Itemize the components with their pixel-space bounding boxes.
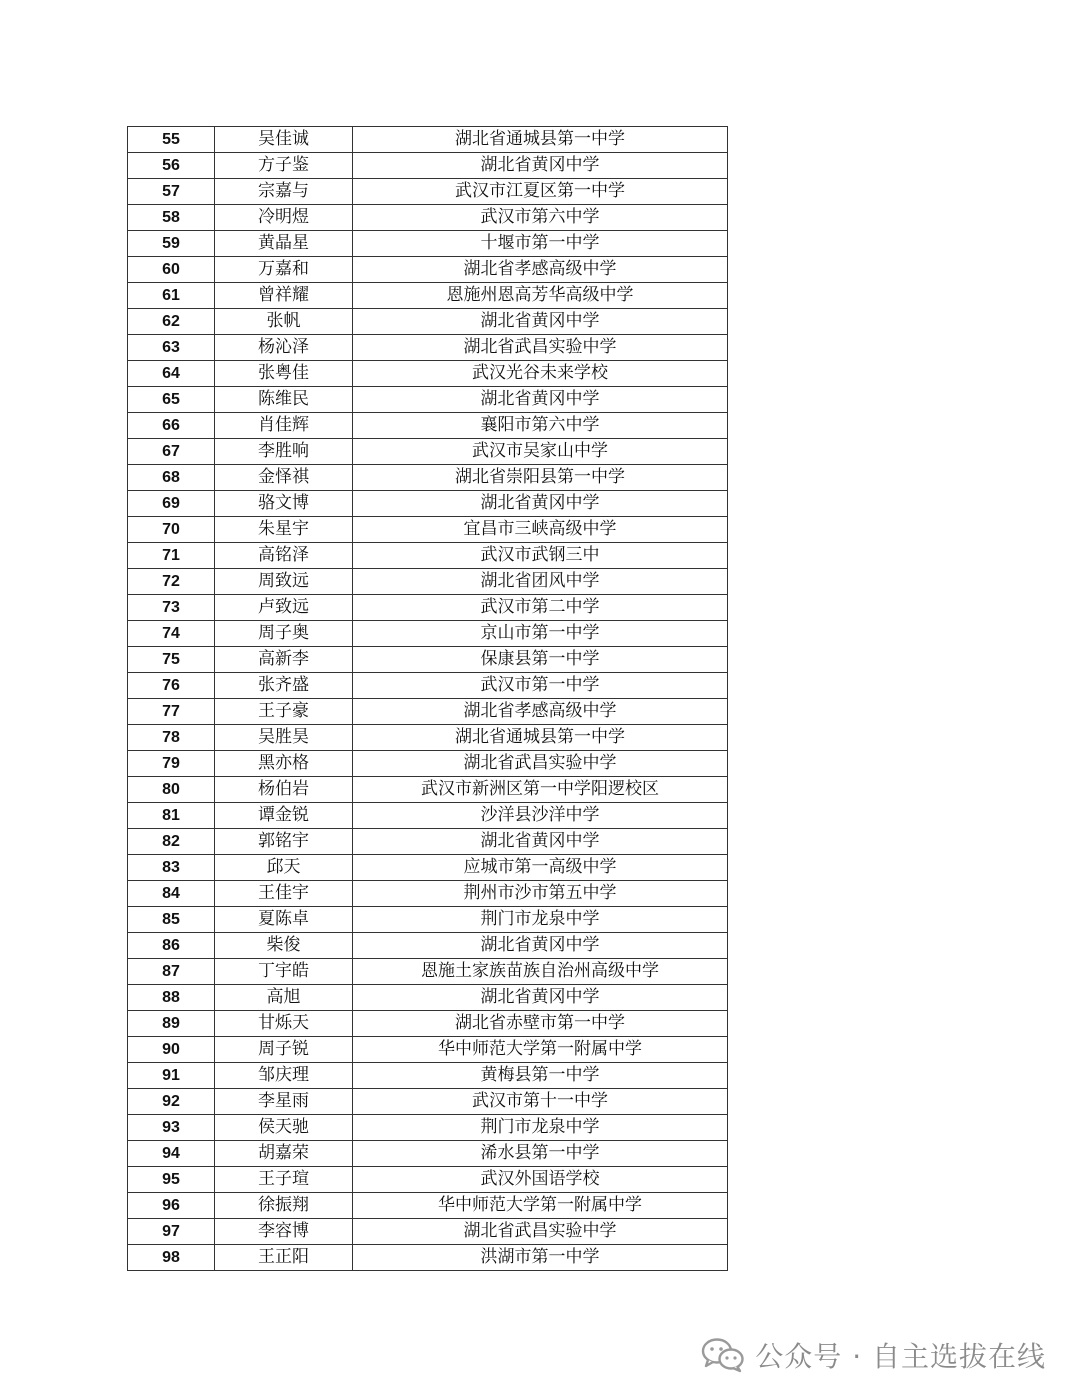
row-number-cell: 61: [128, 283, 215, 309]
student-name-cell: 邱天: [215, 855, 353, 881]
school-name-cell: 十堰市第一中学: [353, 231, 728, 257]
row-number-cell: 80: [128, 777, 215, 803]
student-name-cell: 杨伯岩: [215, 777, 353, 803]
school-name-cell: 武汉光谷未来学校: [353, 361, 728, 387]
student-name-cell: 冷明煜: [215, 205, 353, 231]
row-number-cell: 64: [128, 361, 215, 387]
student-name-cell: 王佳宇: [215, 881, 353, 907]
table-row: [128, 595, 728, 621]
table-row: [128, 179, 728, 205]
row-number-cell: 69: [128, 491, 215, 517]
row-number-cell: 88: [128, 985, 215, 1011]
table-row: [128, 491, 728, 517]
school-name-cell: 湖北省武昌实验中学: [353, 1219, 728, 1245]
table-row: [128, 309, 728, 335]
school-name-cell: 武汉市第六中学: [353, 205, 728, 231]
student-name-cell: 高铭泽: [215, 543, 353, 569]
student-name-cell: 郭铭宇: [215, 829, 353, 855]
school-name-cell: 湖北省团风中学: [353, 569, 728, 595]
student-name-cell: 王正阳: [215, 1245, 353, 1271]
table-body: [128, 127, 728, 1271]
row-number-cell: 59: [128, 231, 215, 257]
school-name-cell: 荆门市龙泉中学: [353, 1115, 728, 1141]
student-name-cell: 侯天驰: [215, 1115, 353, 1141]
table-row: [128, 855, 728, 881]
row-number-cell: 55: [128, 127, 215, 153]
row-number-cell: 66: [128, 413, 215, 439]
table-row: [128, 803, 728, 829]
table-row: [128, 153, 728, 179]
school-name-cell: 京山市第一中学: [353, 621, 728, 647]
table-row: [128, 1011, 728, 1037]
student-name-cell: 徐振翔: [215, 1193, 353, 1219]
row-number-cell: 71: [128, 543, 215, 569]
row-number-cell: 95: [128, 1167, 215, 1193]
student-name-cell: 方子鉴: [215, 153, 353, 179]
student-name-cell: 张齐盛: [215, 673, 353, 699]
school-name-cell: 武汉市江夏区第一中学: [353, 179, 728, 205]
table-row: [128, 413, 728, 439]
school-name-cell: 恩施土家族苗族自治州高级中学: [353, 959, 728, 985]
student-name-cell: 万嘉和: [215, 257, 353, 283]
row-number-cell: 68: [128, 465, 215, 491]
school-name-cell: 武汉市武钢三中: [353, 543, 728, 569]
school-name-cell: 湖北省黄冈中学: [353, 933, 728, 959]
student-name-cell: 谭金锐: [215, 803, 353, 829]
row-number-cell: 90: [128, 1037, 215, 1063]
table-row: [128, 257, 728, 283]
student-name-cell: 吴佳诚: [215, 127, 353, 153]
student-name-cell: 曾祥耀: [215, 283, 353, 309]
table-row: [128, 517, 728, 543]
table-row: [128, 569, 728, 595]
school-name-cell: 湖北省黄冈中学: [353, 153, 728, 179]
row-number-cell: 56: [128, 153, 215, 179]
student-name-cell: 周子锐: [215, 1037, 353, 1063]
student-name-cell: 李胜响: [215, 439, 353, 465]
school-name-cell: 武汉市新洲区第一中学阳逻校区: [353, 777, 728, 803]
row-number-cell: 82: [128, 829, 215, 855]
student-name-cell: 胡嘉荣: [215, 1141, 353, 1167]
row-number-cell: 58: [128, 205, 215, 231]
table-row: [128, 1193, 728, 1219]
student-name-cell: 周子奥: [215, 621, 353, 647]
school-name-cell: 华中师范大学第一附属中学: [353, 1193, 728, 1219]
school-name-cell: 沙洋县沙洋中学: [353, 803, 728, 829]
table-row: [128, 335, 728, 361]
student-name-cell: 金怿祺: [215, 465, 353, 491]
table-row: [128, 1219, 728, 1245]
student-name-cell: 黑亦格: [215, 751, 353, 777]
table-row: [128, 621, 728, 647]
school-name-cell: 襄阳市第六中学: [353, 413, 728, 439]
row-number-cell: 63: [128, 335, 215, 361]
student-name-cell: 张粤佳: [215, 361, 353, 387]
row-number-cell: 84: [128, 881, 215, 907]
table-row: [128, 439, 728, 465]
table-row: [128, 231, 728, 257]
row-number-cell: 83: [128, 855, 215, 881]
school-name-cell: 浠水县第一中学: [353, 1141, 728, 1167]
student-name-cell: 吴胜昊: [215, 725, 353, 751]
school-name-cell: 黄梅县第一中学: [353, 1063, 728, 1089]
watermark: [701, 1336, 1046, 1374]
table-row: [128, 283, 728, 309]
school-name-cell: 湖北省通城县第一中学: [353, 127, 728, 153]
row-number-cell: 98: [128, 1245, 215, 1271]
student-name-cell: 高新李: [215, 647, 353, 673]
school-name-cell: 宜昌市三峡高级中学: [353, 517, 728, 543]
row-number-cell: 96: [128, 1193, 215, 1219]
school-name-cell: 湖北省崇阳县第一中学: [353, 465, 728, 491]
school-name-cell: 荆门市龙泉中学: [353, 907, 728, 933]
row-number-cell: 85: [128, 907, 215, 933]
school-name-cell: 应城市第一高级中学: [353, 855, 728, 881]
row-number-cell: 93: [128, 1115, 215, 1141]
row-number-cell: 86: [128, 933, 215, 959]
table-row: [128, 699, 728, 725]
school-name-cell: 洪湖市第一中学: [353, 1245, 728, 1271]
table-row: [128, 1089, 728, 1115]
student-name-cell: 高旭: [215, 985, 353, 1011]
table-row: [128, 361, 728, 387]
table-row: [128, 465, 728, 491]
table-row: [128, 829, 728, 855]
row-number-cell: 91: [128, 1063, 215, 1089]
school-name-cell: 湖北省孝感高级中学: [353, 257, 728, 283]
row-number-cell: 87: [128, 959, 215, 985]
school-name-cell: 华中师范大学第一附属中学: [353, 1037, 728, 1063]
student-name-cell: 宗嘉与: [215, 179, 353, 205]
table-row: [128, 1167, 728, 1193]
student-list-table-container: [127, 126, 728, 1271]
row-number-cell: 78: [128, 725, 215, 751]
table-row: [128, 543, 728, 569]
row-number-cell: 74: [128, 621, 215, 647]
school-name-cell: 恩施州恩高芳华高级中学: [353, 283, 728, 309]
school-name-cell: 武汉市吴家山中学: [353, 439, 728, 465]
table-row: [128, 985, 728, 1011]
student-name-cell: 黄晶星: [215, 231, 353, 257]
table-row: [128, 1115, 728, 1141]
student-name-cell: 夏陈卓: [215, 907, 353, 933]
table-row: [128, 725, 728, 751]
school-name-cell: 湖北省黄冈中学: [353, 387, 728, 413]
row-number-cell: 97: [128, 1219, 215, 1245]
school-name-cell: 武汉市第一中学: [353, 673, 728, 699]
student-name-cell: 陈维民: [215, 387, 353, 413]
school-name-cell: 湖北省黄冈中学: [353, 491, 728, 517]
school-name-cell: 湖北省黄冈中学: [353, 309, 728, 335]
row-number-cell: 81: [128, 803, 215, 829]
table-row: [128, 1037, 728, 1063]
table-row: [128, 881, 728, 907]
student-name-cell: 王子豪: [215, 699, 353, 725]
row-number-cell: 65: [128, 387, 215, 413]
row-number-cell: 94: [128, 1141, 215, 1167]
student-name-cell: 周致远: [215, 569, 353, 595]
table-row: [128, 1063, 728, 1089]
table-row: [128, 777, 728, 803]
table-row: [128, 959, 728, 985]
table-row: [128, 1141, 728, 1167]
student-name-cell: 骆文博: [215, 491, 353, 517]
row-number-cell: 67: [128, 439, 215, 465]
table-row: [128, 907, 728, 933]
student-name-cell: 李容博: [215, 1219, 353, 1245]
student-name-cell: 朱星宇: [215, 517, 353, 543]
school-name-cell: 保康县第一中学: [353, 647, 728, 673]
student-name-cell: 卢致远: [215, 595, 353, 621]
row-number-cell: 76: [128, 673, 215, 699]
table-row: [128, 673, 728, 699]
school-name-cell: 湖北省通城县第一中学: [353, 725, 728, 751]
row-number-cell: 79: [128, 751, 215, 777]
student-name-cell: 肖佳辉: [215, 413, 353, 439]
student-name-cell: 邹庆理: [215, 1063, 353, 1089]
row-number-cell: 73: [128, 595, 215, 621]
school-name-cell: 湖北省武昌实验中学: [353, 751, 728, 777]
school-name-cell: 武汉外国语学校: [353, 1167, 728, 1193]
student-name-cell: 柴俊: [215, 933, 353, 959]
school-name-cell: 荆州市沙市第五中学: [353, 881, 728, 907]
school-name-cell: 湖北省黄冈中学: [353, 829, 728, 855]
school-name-cell: 湖北省孝感高级中学: [353, 699, 728, 725]
row-number-cell: 75: [128, 647, 215, 673]
school-name-cell: 武汉市第二中学: [353, 595, 728, 621]
student-name-cell: 张帆: [215, 309, 353, 335]
row-number-cell: 72: [128, 569, 215, 595]
student-list-table: [127, 126, 728, 1271]
school-name-cell: 湖北省黄冈中学: [353, 985, 728, 1011]
table-row: [128, 647, 728, 673]
student-name-cell: 甘烁天: [215, 1011, 353, 1037]
watermark-text: 公众号 · 自主选拔在线: [755, 1340, 1046, 1373]
table-row: [128, 933, 728, 959]
student-name-cell: 杨沁泽: [215, 335, 353, 361]
table-row: [128, 387, 728, 413]
row-number-cell: 89: [128, 1011, 215, 1037]
school-name-cell: 湖北省赤壁市第一中学: [353, 1011, 728, 1037]
table-row: [128, 205, 728, 231]
table-row: [128, 127, 728, 153]
row-number-cell: 60: [128, 257, 215, 283]
row-number-cell: 77: [128, 699, 215, 725]
row-number-cell: 62: [128, 309, 215, 335]
school-name-cell: 湖北省武昌实验中学: [353, 335, 728, 361]
student-name-cell: 丁宇皓: [215, 959, 353, 985]
student-name-cell: 李星雨: [215, 1089, 353, 1115]
row-number-cell: 70: [128, 517, 215, 543]
school-name-cell: 武汉市第十一中学: [353, 1089, 728, 1115]
table-row: [128, 751, 728, 777]
row-number-cell: 92: [128, 1089, 215, 1115]
table-row: [128, 1245, 728, 1271]
row-number-cell: 57: [128, 179, 215, 205]
wechat-icon: [701, 1337, 745, 1373]
student-name-cell: 王子瑄: [215, 1167, 353, 1193]
